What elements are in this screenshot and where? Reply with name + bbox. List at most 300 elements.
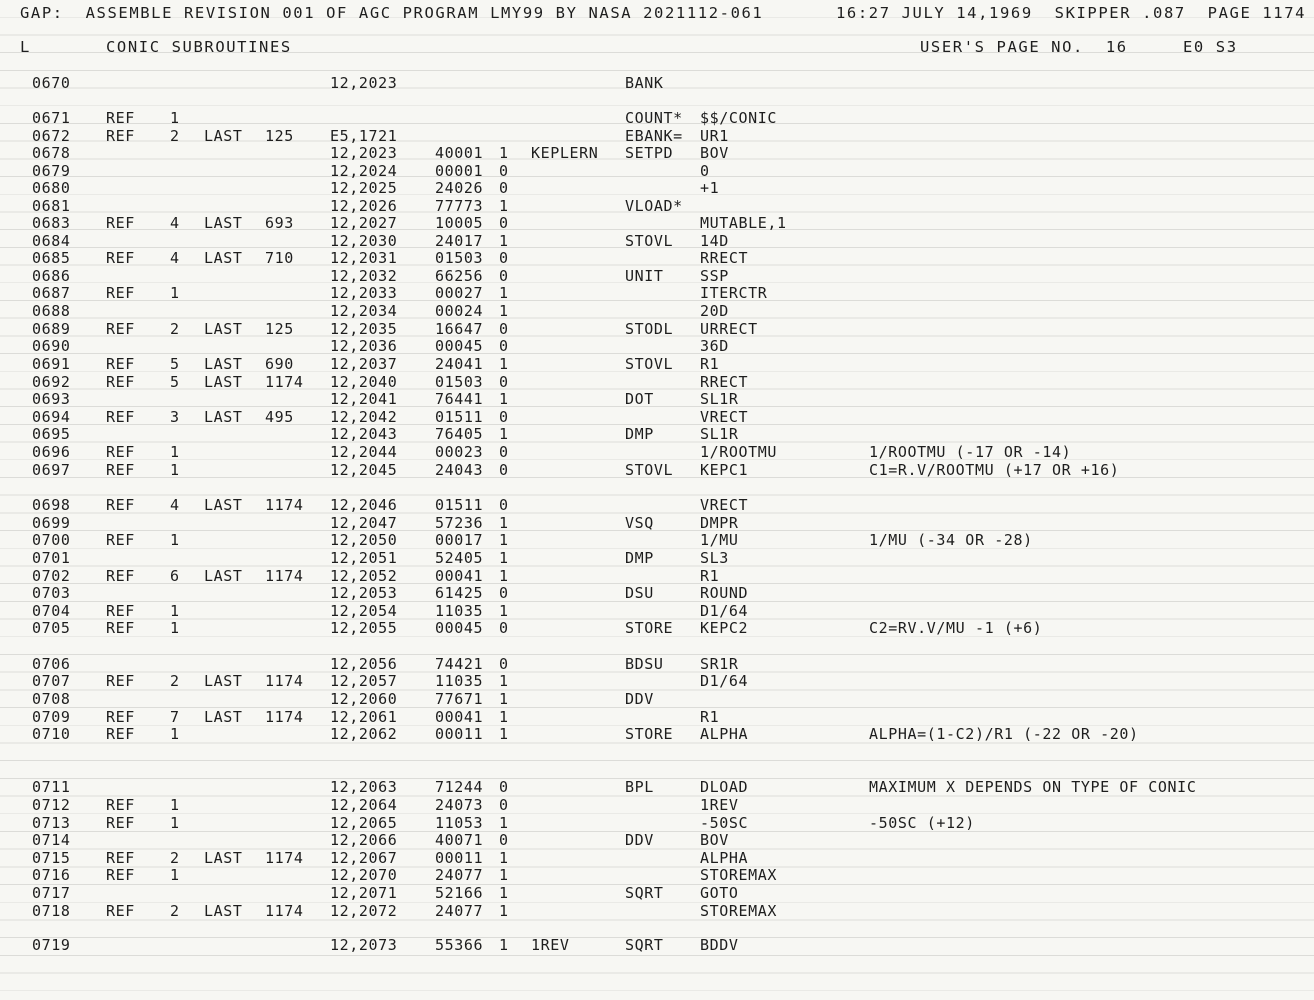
row-comment: MAXIMUM X DEPENDS ON TYPE OF CONIC bbox=[869, 778, 1197, 796]
row-operand: R1 bbox=[700, 567, 720, 585]
row-line: 0691 bbox=[32, 355, 71, 373]
row-flag: 1 bbox=[499, 902, 509, 920]
row-addr: 12,2055 bbox=[330, 619, 398, 637]
row-lastno: 1174 bbox=[265, 902, 304, 920]
row-flag: 1 bbox=[499, 602, 509, 620]
listing-row bbox=[0, 302, 1314, 320]
row-operand: 20D bbox=[700, 302, 729, 320]
row-last: LAST bbox=[204, 249, 243, 267]
row-refno: 2 bbox=[170, 902, 180, 920]
row-flag: 1 bbox=[499, 725, 509, 743]
row-oct: 00001 bbox=[435, 162, 484, 180]
row-op: BDSU bbox=[625, 655, 664, 673]
row-addr: E5,1721 bbox=[330, 127, 398, 145]
row-refno: 1 bbox=[170, 796, 180, 814]
row-flag: 0 bbox=[499, 619, 509, 637]
row-oct: 11035 bbox=[435, 672, 484, 690]
row-label: KEPLERN bbox=[531, 144, 599, 162]
row-comment: -50SC (+12) bbox=[869, 814, 975, 832]
row-line: 0711 bbox=[32, 778, 71, 796]
row-flag: 1 bbox=[499, 144, 509, 162]
row-op: DOT bbox=[625, 390, 654, 408]
row-op: BANK bbox=[625, 74, 664, 92]
row-line: 0693 bbox=[32, 390, 71, 408]
row-line: 0697 bbox=[32, 461, 71, 479]
row-addr: 12,2052 bbox=[330, 567, 398, 585]
row-operand: BOV bbox=[700, 144, 729, 162]
row-flag: 0 bbox=[499, 162, 509, 180]
row-line: 0672 bbox=[32, 127, 71, 145]
listing-row bbox=[0, 602, 1314, 620]
row-line: 0680 bbox=[32, 179, 71, 197]
row-addr: 12,2046 bbox=[330, 496, 398, 514]
row-op: SETPD bbox=[625, 144, 674, 162]
listing-row bbox=[0, 796, 1314, 814]
row-flag: 1 bbox=[499, 302, 509, 320]
listing-row bbox=[0, 284, 1314, 302]
row-flag: 1 bbox=[499, 672, 509, 690]
row-operand: UR1 bbox=[700, 127, 729, 145]
row-operand: URRECT bbox=[700, 320, 758, 338]
listing-row bbox=[0, 531, 1314, 549]
row-flag: 0 bbox=[499, 796, 509, 814]
row-operand: SL3 bbox=[700, 549, 729, 567]
row-line: 0717 bbox=[32, 884, 71, 902]
row-last: LAST bbox=[204, 408, 243, 426]
row-flag: 0 bbox=[499, 214, 509, 232]
row-line: 0700 bbox=[32, 531, 71, 549]
row-addr: 12,2024 bbox=[330, 162, 398, 180]
listing-row bbox=[0, 619, 1314, 637]
row-line: 0688 bbox=[32, 302, 71, 320]
row-flag: 0 bbox=[499, 655, 509, 673]
row-ref: REF bbox=[106, 814, 135, 832]
row-addr: 12,2064 bbox=[330, 796, 398, 814]
row-refno: 1 bbox=[170, 619, 180, 637]
row-oct: 71244 bbox=[435, 778, 484, 796]
row-flag: 0 bbox=[499, 267, 509, 285]
row-oct: 11035 bbox=[435, 602, 484, 620]
row-flag: 0 bbox=[499, 373, 509, 391]
row-line: 0685 bbox=[32, 249, 71, 267]
row-line: 0709 bbox=[32, 708, 71, 726]
row-operand: DMPR bbox=[700, 514, 739, 532]
row-oct: 24041 bbox=[435, 355, 484, 373]
row-operand: 36D bbox=[700, 337, 729, 355]
row-oct: 00011 bbox=[435, 849, 484, 867]
listing-row bbox=[0, 425, 1314, 443]
row-flag: 0 bbox=[499, 461, 509, 479]
listing-row bbox=[0, 197, 1314, 215]
row-refno: 6 bbox=[170, 567, 180, 585]
row-flag: 1 bbox=[499, 690, 509, 708]
row-addr: 12,2047 bbox=[330, 514, 398, 532]
listing-row bbox=[0, 549, 1314, 567]
row-addr: 12,2061 bbox=[330, 708, 398, 726]
row-operand: MUTABLE,1 bbox=[700, 214, 787, 232]
row-line: 0704 bbox=[32, 602, 71, 620]
row-operand: VRECT bbox=[700, 408, 749, 426]
row-oct: 10005 bbox=[435, 214, 484, 232]
row-line: 0719 bbox=[32, 936, 71, 954]
listing-row bbox=[0, 936, 1314, 954]
row-flag: 1 bbox=[499, 197, 509, 215]
listing-row bbox=[0, 443, 1314, 461]
row-line: 0670 bbox=[32, 74, 71, 92]
row-op: STOVL bbox=[625, 461, 674, 479]
row-oct: 24073 bbox=[435, 796, 484, 814]
row-addr: 12,2065 bbox=[330, 814, 398, 832]
listing-row bbox=[0, 179, 1314, 197]
row-line: 0718 bbox=[32, 902, 71, 920]
row-comment: ALPHA=(1-C2)/R1 (-22 OR -20) bbox=[869, 725, 1139, 743]
row-label: 1REV bbox=[531, 936, 570, 954]
listing-row bbox=[0, 496, 1314, 514]
row-oct: 77773 bbox=[435, 197, 484, 215]
row-operand: VRECT bbox=[700, 496, 749, 514]
row-last: LAST bbox=[204, 672, 243, 690]
row-lastno: 1174 bbox=[265, 708, 304, 726]
row-refno: 3 bbox=[170, 408, 180, 426]
listing-row bbox=[0, 514, 1314, 532]
listing-row bbox=[0, 320, 1314, 338]
row-addr: 12,2050 bbox=[330, 531, 398, 549]
row-oct: 74421 bbox=[435, 655, 484, 673]
row-addr: 12,2073 bbox=[330, 936, 398, 954]
row-operand: KEPC1 bbox=[700, 461, 749, 479]
row-op: DMP bbox=[625, 549, 654, 567]
row-operand: ALPHA bbox=[700, 725, 749, 743]
row-oct: 11053 bbox=[435, 814, 484, 832]
row-addr: 12,2070 bbox=[330, 866, 398, 884]
row-op: SQRT bbox=[625, 936, 664, 954]
row-ref: REF bbox=[106, 796, 135, 814]
listing-row bbox=[0, 390, 1314, 408]
row-addr: 12,2042 bbox=[330, 408, 398, 426]
row-ref: REF bbox=[106, 320, 135, 338]
row-addr: 12,2032 bbox=[330, 267, 398, 285]
row-oct: 24043 bbox=[435, 461, 484, 479]
row-addr: 12,2066 bbox=[330, 831, 398, 849]
row-flag: 1 bbox=[499, 866, 509, 884]
row-lastno: 1174 bbox=[265, 567, 304, 585]
row-line: 0683 bbox=[32, 214, 71, 232]
row-operand: +1 bbox=[700, 179, 720, 197]
listing-row bbox=[0, 902, 1314, 920]
row-addr: 12,2056 bbox=[330, 655, 398, 673]
row-oct: 00041 bbox=[435, 708, 484, 726]
row-lastno: 1174 bbox=[265, 672, 304, 690]
row-addr: 12,2036 bbox=[330, 337, 398, 355]
row-line: 0696 bbox=[32, 443, 71, 461]
row-lastno: 690 bbox=[265, 355, 294, 373]
listing-row bbox=[0, 725, 1314, 743]
row-oct: 01511 bbox=[435, 408, 484, 426]
row-refno: 5 bbox=[170, 373, 180, 391]
row-addr: 12,2040 bbox=[330, 373, 398, 391]
row-line: 0714 bbox=[32, 831, 71, 849]
row-oct: 00023 bbox=[435, 443, 484, 461]
row-addr: 12,2023 bbox=[330, 144, 398, 162]
row-last: LAST bbox=[204, 373, 243, 391]
row-operand: -50SC bbox=[700, 814, 749, 832]
listing-mode: L bbox=[20, 38, 31, 56]
row-flag: 0 bbox=[499, 179, 509, 197]
row-operand: RRECT bbox=[700, 249, 749, 267]
row-ref: REF bbox=[106, 408, 135, 426]
row-oct: 01503 bbox=[435, 249, 484, 267]
page-header-line-2 bbox=[0, 38, 1314, 56]
row-oct: 52405 bbox=[435, 549, 484, 567]
row-operand: ALPHA bbox=[700, 849, 749, 867]
row-oct: 01503 bbox=[435, 373, 484, 391]
assembly-title: GAP: ASSEMBLE REVISION 001 OF AGC PROGRAM LMY99 BY NASA 2021112-061 bbox=[20, 4, 764, 22]
row-line: 0690 bbox=[32, 337, 71, 355]
row-operand: BOV bbox=[700, 831, 729, 849]
listing-row bbox=[0, 162, 1314, 180]
row-addr: 12,2033 bbox=[330, 284, 398, 302]
listing-row bbox=[0, 267, 1314, 285]
row-oct: 57236 bbox=[435, 514, 484, 532]
row-addr: 12,2025 bbox=[330, 179, 398, 197]
row-oct: 40001 bbox=[435, 144, 484, 162]
row-line: 0705 bbox=[32, 619, 71, 637]
row-ref: REF bbox=[106, 708, 135, 726]
row-operand: $$/CONIC bbox=[700, 109, 778, 127]
row-lastno: 1174 bbox=[265, 849, 304, 867]
row-op: DDV bbox=[625, 831, 654, 849]
row-operand: SSP bbox=[700, 267, 729, 285]
row-addr: 12,2045 bbox=[330, 461, 398, 479]
row-flag: 1 bbox=[499, 567, 509, 585]
row-line: 0701 bbox=[32, 549, 71, 567]
row-flag: 1 bbox=[499, 232, 509, 250]
row-flag: 1 bbox=[499, 884, 509, 902]
row-op: STOVL bbox=[625, 355, 674, 373]
row-flag: 1 bbox=[499, 549, 509, 567]
row-lastno: 125 bbox=[265, 320, 294, 338]
listing-row bbox=[0, 690, 1314, 708]
row-ref: REF bbox=[106, 214, 135, 232]
row-operand: DLOAD bbox=[700, 778, 749, 796]
listing-row bbox=[0, 884, 1314, 902]
row-comment: C1=R.V/ROOTMU (+17 OR +16) bbox=[869, 461, 1120, 479]
row-ref: REF bbox=[106, 849, 135, 867]
row-flag: 1 bbox=[499, 849, 509, 867]
row-lastno: 1174 bbox=[265, 373, 304, 391]
row-oct: 24026 bbox=[435, 179, 484, 197]
row-oct: 24077 bbox=[435, 866, 484, 884]
row-flag: 0 bbox=[499, 320, 509, 338]
row-oct: 24017 bbox=[435, 232, 484, 250]
row-oct: 00045 bbox=[435, 619, 484, 637]
listing-row bbox=[0, 144, 1314, 162]
row-oct: 76441 bbox=[435, 390, 484, 408]
row-addr: 12,2071 bbox=[330, 884, 398, 902]
row-oct: 55366 bbox=[435, 936, 484, 954]
listing-row bbox=[0, 214, 1314, 232]
row-op: STORE bbox=[625, 619, 674, 637]
listing-row bbox=[0, 127, 1314, 145]
listing-row bbox=[0, 109, 1314, 127]
row-oct: 00027 bbox=[435, 284, 484, 302]
row-lastno: 710 bbox=[265, 249, 294, 267]
listing-row bbox=[0, 814, 1314, 832]
row-ref: REF bbox=[106, 373, 135, 391]
row-line: 0707 bbox=[32, 672, 71, 690]
row-line: 0694 bbox=[32, 408, 71, 426]
row-op: STODL bbox=[625, 320, 674, 338]
row-line: 0715 bbox=[32, 849, 71, 867]
row-line: 0710 bbox=[32, 725, 71, 743]
row-flag: 1 bbox=[499, 708, 509, 726]
row-operand: BDDV bbox=[700, 936, 739, 954]
page-header-line-1 bbox=[0, 4, 1314, 22]
listing-row bbox=[0, 866, 1314, 884]
row-ref: REF bbox=[106, 355, 135, 373]
row-operand: 1/MU bbox=[700, 531, 739, 549]
row-flag: 0 bbox=[499, 337, 509, 355]
row-lastno: 495 bbox=[265, 408, 294, 426]
ebank-code: E0 S3 bbox=[1183, 38, 1238, 56]
row-refno: 1 bbox=[170, 284, 180, 302]
row-refno: 7 bbox=[170, 708, 180, 726]
row-addr: 12,2034 bbox=[330, 302, 398, 320]
row-oct: 01511 bbox=[435, 496, 484, 514]
row-line: 0713 bbox=[32, 814, 71, 832]
row-ref: REF bbox=[106, 567, 135, 585]
listing-row bbox=[0, 584, 1314, 602]
row-oct: 24077 bbox=[435, 902, 484, 920]
row-line: 0716 bbox=[32, 866, 71, 884]
listing-row bbox=[0, 655, 1314, 673]
row-flag: 1 bbox=[499, 284, 509, 302]
row-ref: REF bbox=[106, 443, 135, 461]
row-operand: STOREMAX bbox=[700, 902, 778, 920]
row-refno: 5 bbox=[170, 355, 180, 373]
row-oct: 00045 bbox=[435, 337, 484, 355]
row-addr: 12,2031 bbox=[330, 249, 398, 267]
row-line: 0712 bbox=[32, 796, 71, 814]
row-refno: 1 bbox=[170, 109, 180, 127]
assembly-timestamp: 16:27 JULY 14,1969 SKIPPER .087 PAGE 1174 bbox=[836, 4, 1307, 22]
row-line: 0679 bbox=[32, 162, 71, 180]
row-last: LAST bbox=[204, 355, 243, 373]
row-flag: 1 bbox=[499, 936, 509, 954]
row-operand: 1/ROOTMU bbox=[700, 443, 778, 461]
row-flag: 1 bbox=[499, 814, 509, 832]
row-line: 0686 bbox=[32, 267, 71, 285]
listing-row bbox=[0, 355, 1314, 373]
row-line: 0698 bbox=[32, 496, 71, 514]
row-oct: 40071 bbox=[435, 831, 484, 849]
listing-row bbox=[0, 408, 1314, 426]
row-last: LAST bbox=[204, 567, 243, 585]
row-operand: SL1R bbox=[700, 390, 739, 408]
row-ref: REF bbox=[106, 109, 135, 127]
row-refno: 1 bbox=[170, 443, 180, 461]
row-flag: 0 bbox=[499, 584, 509, 602]
row-operand: D1/64 bbox=[700, 602, 749, 620]
row-line: 0702 bbox=[32, 567, 71, 585]
row-addr: 12,2030 bbox=[330, 232, 398, 250]
row-flag: 1 bbox=[499, 514, 509, 532]
row-ref: REF bbox=[106, 127, 135, 145]
row-operand: 1REV bbox=[700, 796, 739, 814]
row-addr: 12,2053 bbox=[330, 584, 398, 602]
row-addr: 12,2044 bbox=[330, 443, 398, 461]
row-op: VSQ bbox=[625, 514, 654, 532]
row-op: EBANK= bbox=[625, 127, 683, 145]
row-line: 0681 bbox=[32, 197, 71, 215]
row-comment: 1/ROOTMU (-17 OR -14) bbox=[869, 443, 1072, 461]
row-addr: 12,2027 bbox=[330, 214, 398, 232]
row-op: DSU bbox=[625, 584, 654, 602]
row-addr: 12,2035 bbox=[330, 320, 398, 338]
listing-row bbox=[0, 337, 1314, 355]
row-line: 0678 bbox=[32, 144, 71, 162]
listing-row bbox=[0, 232, 1314, 250]
row-refno: 1 bbox=[170, 814, 180, 832]
row-oct: 00017 bbox=[435, 531, 484, 549]
row-line: 0699 bbox=[32, 514, 71, 532]
row-last: LAST bbox=[204, 902, 243, 920]
row-operand: D1/64 bbox=[700, 672, 749, 690]
listing-row bbox=[0, 849, 1314, 867]
row-flag: 1 bbox=[499, 355, 509, 373]
row-last: LAST bbox=[204, 849, 243, 867]
row-op: DDV bbox=[625, 690, 654, 708]
row-operand: RRECT bbox=[700, 373, 749, 391]
row-comment: C2=RV.V/MU -1 (+6) bbox=[869, 619, 1043, 637]
row-addr: 12,2063 bbox=[330, 778, 398, 796]
row-refno: 1 bbox=[170, 531, 180, 549]
row-oct: 16647 bbox=[435, 320, 484, 338]
row-line: 0684 bbox=[32, 232, 71, 250]
row-flag: 0 bbox=[499, 831, 509, 849]
row-operand: SL1R bbox=[700, 425, 739, 443]
row-lastno: 693 bbox=[265, 214, 294, 232]
row-addr: 12,2026 bbox=[330, 197, 398, 215]
row-oct: 76405 bbox=[435, 425, 484, 443]
row-op: DMP bbox=[625, 425, 654, 443]
row-refno: 4 bbox=[170, 214, 180, 232]
row-last: LAST bbox=[204, 496, 243, 514]
row-operand: R1 bbox=[700, 708, 720, 726]
listing-row bbox=[0, 831, 1314, 849]
row-refno: 4 bbox=[170, 249, 180, 267]
row-flag: 1 bbox=[499, 531, 509, 549]
row-addr: 12,2051 bbox=[330, 549, 398, 567]
listing-row bbox=[0, 778, 1314, 796]
row-addr: 12,2062 bbox=[330, 725, 398, 743]
row-refno: 1 bbox=[170, 602, 180, 620]
row-ref: REF bbox=[106, 672, 135, 690]
row-addr: 12,2043 bbox=[330, 425, 398, 443]
row-line: 0695 bbox=[32, 425, 71, 443]
row-operand: 14D bbox=[700, 232, 729, 250]
row-ref: REF bbox=[106, 284, 135, 302]
row-line: 0687 bbox=[32, 284, 71, 302]
row-lastno: 1174 bbox=[265, 496, 304, 514]
row-operand: 0 bbox=[700, 162, 710, 180]
listing-row bbox=[0, 708, 1314, 726]
row-flag: 1 bbox=[499, 425, 509, 443]
row-flag: 1 bbox=[499, 390, 509, 408]
row-refno: 4 bbox=[170, 496, 180, 514]
row-last: LAST bbox=[204, 127, 243, 145]
row-refno: 2 bbox=[170, 672, 180, 690]
